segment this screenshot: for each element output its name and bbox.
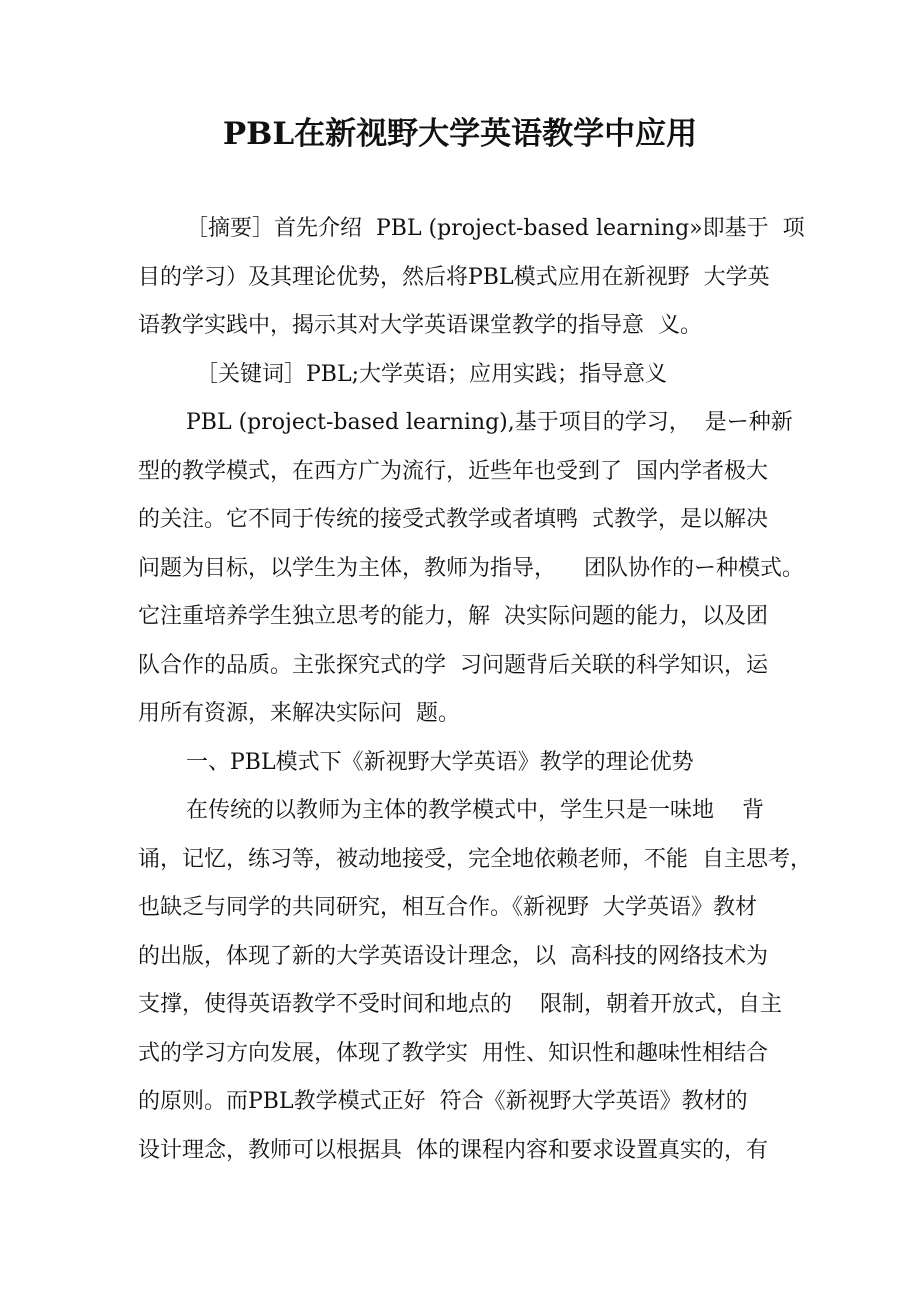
- section-line-8: 设计理念，教师可以根据具 体的课程内容和要求设置真实的，有: [138, 1137, 768, 1163]
- document-title: PBL在新视野大学英语教学中应用: [222, 116, 698, 152]
- keywords-line: ［关键词］PBL;大学英语；应用实践；指导意义: [196, 361, 667, 387]
- document-body: [138, 205, 812, 1175]
- section-line-7: 的原则。而PBL教学模式正好 符合《新视野大学英语》教材的: [138, 1089, 748, 1114]
- paragraph-line-5: 它注重培养学生独立思考的能力，解 决实际问题的能力，以及团: [138, 604, 768, 629]
- section-line-4: 的出版，体现了新的大学英语设计理念，以 高科技的网络技术为: [138, 943, 768, 969]
- paragraph-line-2: 型的教学模式，在西方广为流行，近些年也受到了 国内学者极大: [138, 458, 768, 484]
- abstract-line-3: 语教学实践中，揭示其对大学英语课堂教学的指导意 义。: [138, 313, 702, 338]
- section-line-6: 式的学习方向发展，体现了教学实 用性、知识性和趣味性相结合: [138, 1040, 768, 1066]
- paragraph-line-1: PBL (project-based learning),基于项目的学习， 是ー种新: [186, 410, 793, 435]
- paragraph-line-3: 的关注。它不同于传统的接受式教学或者填鸭 式教学，是以解决: [138, 507, 768, 532]
- section-line-2: 诵，记忆，练习等，被动地接受，完全地依赖老师，不能 自主思考，: [138, 846, 812, 872]
- paragraph-line-4: 问题为目标，以学生为主体，教师为指导， 团队协作的ー种模式。: [138, 555, 804, 581]
- section-line-5: 支撑，使得英语教学不受时间和地点的 限制，朝着开放式，自主: [138, 992, 782, 1017]
- section-line-1: 在传统的以教师为主体的教学模式中，学生只是一味地 背: [186, 798, 764, 823]
- section-heading: 一、PBL模式下《新视野大学英语》教学的理论优势: [186, 749, 694, 775]
- section-line-3: 也缺乏与同学的共同研究，相互合作。《新视野 大学英语》教材: [138, 895, 757, 920]
- paragraph-line-6: 队合作的品质。主张探究式的学 习问题背后关联的科学知识，运: [138, 652, 768, 678]
- paragraph-line-7: 用所有资源，来解决实际问 题。: [138, 701, 460, 726]
- abstract-line-2: 目的学习）及其理论优势，然后将PBL模式应用在新视野 大学英: [138, 264, 770, 290]
- abstract-line-1: ［摘要］首先介绍 PBL (project-based learning»即基于 项: [186, 216, 805, 241]
